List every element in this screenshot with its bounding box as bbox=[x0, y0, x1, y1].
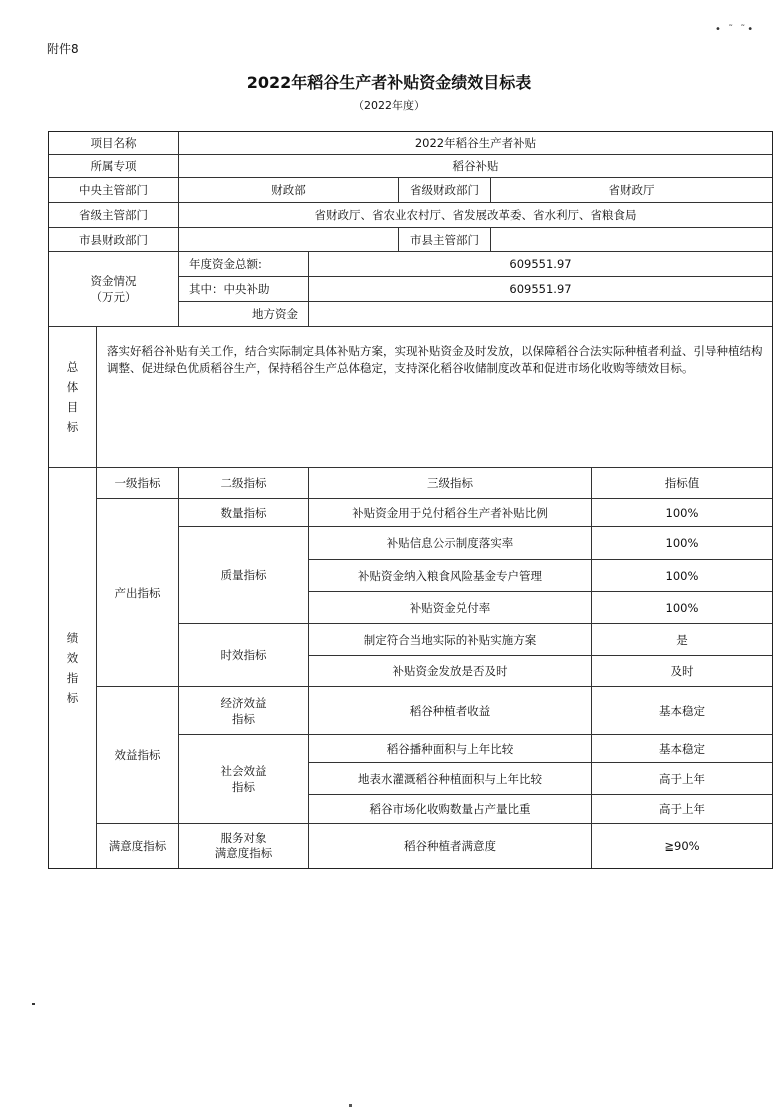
indicator-name: 稻谷种植者收益 bbox=[309, 687, 592, 735]
prov-dept-label: 省级主管部门 bbox=[49, 203, 179, 228]
project-name-value: 2022年稻谷生产者补贴 bbox=[179, 132, 772, 155]
header-level3: 三级指标 bbox=[309, 468, 592, 499]
social-indicator-label bbox=[179, 735, 309, 824]
quantity-indicator-label: 数量指标 bbox=[179, 499, 309, 527]
indicator-value: 100% bbox=[592, 499, 772, 527]
indicator-value: 高于上年 bbox=[592, 795, 772, 824]
vertical-label-char: 绩 bbox=[66, 631, 79, 645]
service-label-line1: 服务对象 bbox=[220, 831, 267, 845]
vertical-label-char: 目 bbox=[66, 400, 79, 414]
benefit-indicator-label: 效益指标 bbox=[97, 687, 179, 824]
service-label-line2: 满意度指标 bbox=[214, 846, 273, 860]
satisfaction-indicator-label: 满意度指标 bbox=[97, 824, 179, 868]
prov-finance-value: 省财政厅 bbox=[491, 178, 772, 203]
scan-speck bbox=[349, 1104, 352, 1107]
quality-indicator-label: 质量指标 bbox=[179, 527, 309, 624]
economic-indicator-label bbox=[179, 687, 309, 735]
performance-target-table bbox=[48, 131, 773, 869]
header-value: 指标值 bbox=[592, 468, 772, 499]
indicator-name: 补贴资金兑付率 bbox=[309, 592, 592, 624]
indicator-value: ≧90% bbox=[664, 839, 700, 853]
project-name-label: 项目名称 bbox=[49, 132, 179, 155]
county-finance-value bbox=[179, 228, 399, 252]
funds-central-value: 609551.97 bbox=[309, 277, 772, 302]
category-label: 所属专项 bbox=[49, 155, 179, 178]
county-dept-value bbox=[491, 228, 772, 252]
indicator-name: 补贴资金纳入粮食风险基金专户管理 bbox=[309, 560, 592, 592]
indicator-value: 100% bbox=[592, 527, 772, 560]
indicators-label bbox=[49, 468, 97, 868]
header-level2: 二级指标 bbox=[179, 468, 309, 499]
county-dept-label: 市县主管部门 bbox=[399, 228, 491, 252]
social-label-line2: 指标 bbox=[232, 780, 255, 794]
indicator-value: 基本稳定 bbox=[592, 735, 772, 763]
county-finance-label: 市县财政部门 bbox=[49, 228, 179, 252]
scan-specks: • ˜ ˜• bbox=[715, 24, 756, 35]
header-level1: 一级指标 bbox=[97, 468, 179, 499]
scan-speck bbox=[32, 1003, 35, 1005]
vertical-label-char: 标 bbox=[66, 420, 79, 434]
vertical-label-char: 效 bbox=[66, 651, 79, 665]
funds-label-line2: （万元） bbox=[90, 290, 137, 304]
document-title: 2022年稻谷生产者补贴资金绩效目标表 bbox=[246, 73, 532, 92]
vertical-label-char: 标 bbox=[66, 691, 79, 705]
indicator-value: 高于上年 bbox=[592, 763, 772, 795]
funds-label-line1: 资金情况 bbox=[90, 274, 137, 288]
vertical-label-char: 体 bbox=[66, 380, 79, 394]
indicator-name: 地表水灌溉稻谷种植面积与上年比较 bbox=[309, 763, 592, 795]
prov-finance-label: 省级财政部门 bbox=[399, 178, 491, 203]
indicator-value: 是 bbox=[592, 624, 772, 656]
overall-goal-label-text bbox=[67, 357, 79, 437]
overall-goal-text: 落实好稻谷补贴有关工作，结合实际制定具体补贴方案，实现补贴资金及时发放，以保障稻谷合法实际种植者利益、引导种植结构调整、促进绿色优质稻谷生产，保持稻谷生产总体稳定，支持深化稻谷收储制度改革和促进市场化收购等绩效目标。 bbox=[97, 327, 772, 468]
vertical-label-char: 指 bbox=[66, 671, 79, 685]
attachment-label: 附件8 bbox=[47, 42, 79, 56]
indicator-name: 稻谷市场化收购数量占产量比重 bbox=[309, 795, 592, 824]
timeliness-indicator-label: 时效指标 bbox=[179, 624, 309, 687]
prov-dept-value: 省财政厅、省农业农村厅、省发展改革委、省水利厅、省粮食局 bbox=[179, 203, 772, 228]
indicator-name: 补贴信息公示制度落实率 bbox=[309, 527, 592, 560]
vertical-label-char: 总 bbox=[66, 360, 79, 374]
service-indicator-label bbox=[179, 824, 309, 868]
indicator-name: 补贴资金发放是否及时 bbox=[309, 656, 592, 687]
indicator-value: 100% bbox=[592, 592, 772, 624]
funds-local-label: 地方资金 bbox=[179, 302, 309, 327]
funds-total-value: 609551.97 bbox=[309, 252, 772, 277]
document-subtitle: （2022年度） bbox=[353, 99, 425, 112]
economic-label-line1: 经济效益 bbox=[220, 695, 267, 710]
central-dept-label: 中央主管部门 bbox=[49, 178, 179, 203]
indicator-name: 补贴资金用于兑付稻谷生产者补贴比例 bbox=[309, 499, 592, 527]
social-label-line1: 社会效益 bbox=[220, 764, 267, 778]
indicator-name: 制定符合当地实际的补贴实施方案 bbox=[309, 624, 592, 656]
funds-label bbox=[49, 252, 179, 327]
indicator-name: 稻谷种植者满意度 bbox=[309, 824, 592, 868]
funds-local-value bbox=[309, 302, 772, 327]
indicator-value: 及时 bbox=[592, 656, 772, 687]
indicator-value: 基本稳定 bbox=[592, 687, 772, 735]
indicator-name: 稻谷播种面积与上年比较 bbox=[309, 735, 592, 763]
central-dept-value: 财政部 bbox=[179, 178, 399, 203]
indicator-value: 100% bbox=[592, 560, 772, 592]
indicators-label-text bbox=[67, 628, 79, 708]
output-indicator-label: 产出指标 bbox=[97, 499, 179, 687]
funds-central-label: 其中：中央补助 bbox=[179, 277, 309, 302]
economic-label-line2: 指标 bbox=[232, 711, 255, 726]
funds-total-label: 年度资金总额: bbox=[179, 252, 309, 277]
category-value: 稻谷补贴 bbox=[179, 155, 772, 178]
overall-goal-label bbox=[49, 327, 97, 468]
